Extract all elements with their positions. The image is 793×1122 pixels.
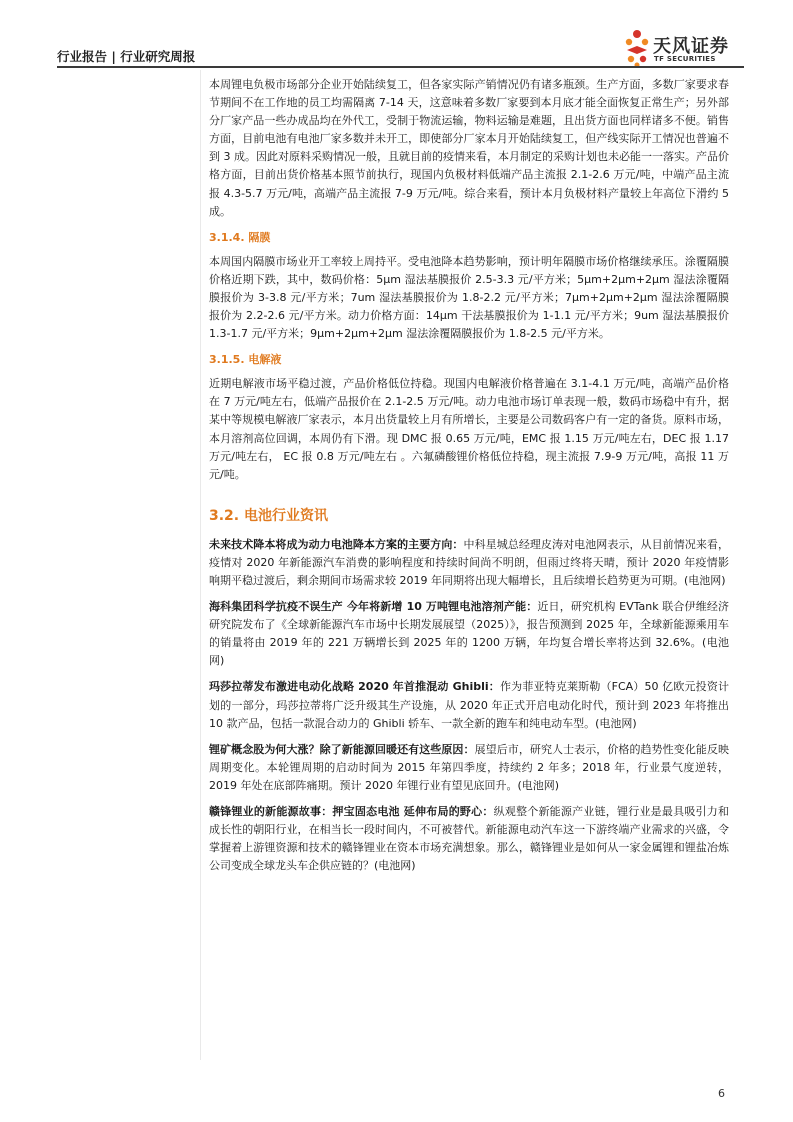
anode-market-paragraph: 本周锂电负极市场部分企业开始陆续复工，但各家实际产销情况仍有诸多瓶颈。生产方面，多数厂家要求春节期间不在工作地的员工均需隔离 7-14 天，这意味着多数厂家要到本月底才能全面恢复正常生产；另外部分厂家产品一些办成品均在外代工，受制于物流运输，物料运输是难题，且出货方面也同样诸多不便。销售方面，目前电池有电池厂家多数并未开工，即使部分厂家本月开始陆续复工，但产线实际开工情况也普遍不到 3 成。因此对原料采购情况一般，且就目前的疫情来看，本月制定的采购计划也未必能一一落实。产品价格方面，目前出货价格基本照节前执行，现国内负极材料低端产品主流报 2.1-2.6 万元/吨，中端产品主流报 4.3-5.7 万元/吨，高端产品主流报 7-9 万元/吨。综合来看，预计本月负极材料产量较上年高位下滑约 5 成。 [209, 78, 729, 218]
logo-mark-icon [623, 28, 651, 68]
news-item [209, 741, 729, 795]
section-3-1-5-heading: 3.1.5. 电解液 [209, 353, 282, 367]
news-item [209, 598, 729, 670]
separator-market-paragraph: 本周国内隔膜市场业开工率较上周持平。受电池降本趋势影响，预计明年隔膜市场价格继续承压。涂覆隔膜价格近期下跌，其中，数码价格：5μm 湿法基膜报价 2.5-3.3 元/平方米；5μm+2μm+2μm 湿法涂覆隔膜报价为 3-3.8 元/平方米；7um 湿法基膜报价为 1.8-2.2 元/平方米；7μm+2μm+2μm 湿法涂覆隔膜报价为 2.2-2.6 元/平方米。动力价格方面：14μm 干法基膜报价为 1-1.1 元/平方米；9um 湿法基膜报价 1.3-1.7 元/平方米；9μm+2μm+2μm 湿法涂覆隔膜报价为 1.8-2.5 元/平方米。 [209, 254, 729, 341]
news-item [209, 803, 729, 875]
news-headline: 锂矿概念股为何大涨？除了新能源回暖还有这些原因： [209, 742, 475, 756]
news-body: 作为菲亚特克莱斯勒（FCA）50 亿欧元投资计划的一部分，玛莎拉蒂将广泛升级其生产设施，从 2020 年正式开启电动化时代，预计到 2023 年将推出 10 款产品，包括一款混合动力的 Ghibli 轿车、一款全新的跑车和纯电动车型。(电池网) [209, 680, 730, 730]
page-number: 6 [718, 1087, 725, 1100]
news-body: 中科星城总经理皮涛对电池网表示，从目前情况来看，疫情对 2020 年新能源汽车消费的影响程度和持续时间尚不明朗，但雨过终将天晴，预计 2020 年疫情影响期平稳过渡后，剩余期间市场需求较 2019 年同期将出现大幅增长，且后续增长趋势更为可期。(电池网) [209, 537, 729, 587]
news-body: 纵观整个新能源产业链，锂行业是最具吸引力和成长性的朝阳行业，在相当长一段时间内，不可被替代。新能源电动汽车这一下游终端产业需求的兴盛，令掌握着上游锂资源和技术的赣锋锂业在资本市场充满想象。那么，赣锋锂业是如何从一家金属锂和锂盐冶炼公司变成全球龙头车企供应链的？(电池网) [209, 805, 729, 873]
news-headline: 赣锋锂业的新能源故事：押宝固态电池 延伸布局的野心： [209, 805, 494, 818]
news-item [209, 536, 729, 590]
header-divider [57, 66, 744, 68]
news-body: 近日，研究机构 EVTank 联合伊维经济研究院发布了《全球新能源汽车市场中长期发展展望（2025）》，报告预测到 2025 年，全球新能源乘用车的销量将由 2019 年的 221 万辆增长到 2025 年的 1200 万辆，年均复合增长率将达到 32.6%。(电池网) [209, 600, 730, 668]
logo-chinese-name: 天风证券 [653, 36, 729, 57]
report-category: 行业报告 | 行业研究周报 [57, 49, 196, 64]
report-body [209, 76, 729, 883]
section-3-1-4-heading: 3.1.4. 隔膜 [209, 230, 271, 244]
news-headline: 海科集团科学抗疫不误生产 今年将新增 10 万吨锂电池溶剂产能： [209, 600, 538, 614]
news-headline: 玛莎拉蒂发布激进电动化战略 2020 年首推混动 Ghibli： [209, 680, 500, 694]
logo-english-name: TF SECURITIES [654, 55, 716, 63]
news-body: 展望后市，研究人士表示，价格的趋势性变化能反映周期变化。本轮锂周期的启动时间为 2015 年第四季度，持续约 2 年多；2018 年，行业景气度逆转，2019 年处在底部阵痛期。预计 2020 年锂行业有望见底回升。(电池网) [209, 742, 730, 792]
news-item [209, 678, 729, 732]
news-headline: 未来技术降本将成为动力电池降本方案的主要方向： [209, 537, 464, 551]
left-margin-rule [200, 70, 201, 1060]
electrolyte-market-paragraph: 近期电解液市场平稳过渡，产品价格低位持稳。现国内电解液价格普遍在 3.1-4.1 万元/吨，高端产品价格在 7 万元/吨左右，低端产品报价在 2.1-2.5 万元/吨。动力电池市场订单表现一般，数码市场稳中有升，据某中等规模电解液厂家表示，本月出货量较上月有所增长，主要是公司数码客户有一定的备货。原料市场，本月溶剂高位回调，本周仍有下滑。现 DMC 报 0.65 万元/吨，EMC 报 1.15 万元/吨左右，DEC 报 1.17 万元/吨左右， EC 报 0.8 万元/吨左右 。六氟磷酸锂价格低位持稳，现主流报 7.9-9 万元/吨，高报 11 万元/吨。 [209, 377, 729, 481]
section-3-2-heading: 3.2. 电池行业资讯 [209, 507, 328, 524]
